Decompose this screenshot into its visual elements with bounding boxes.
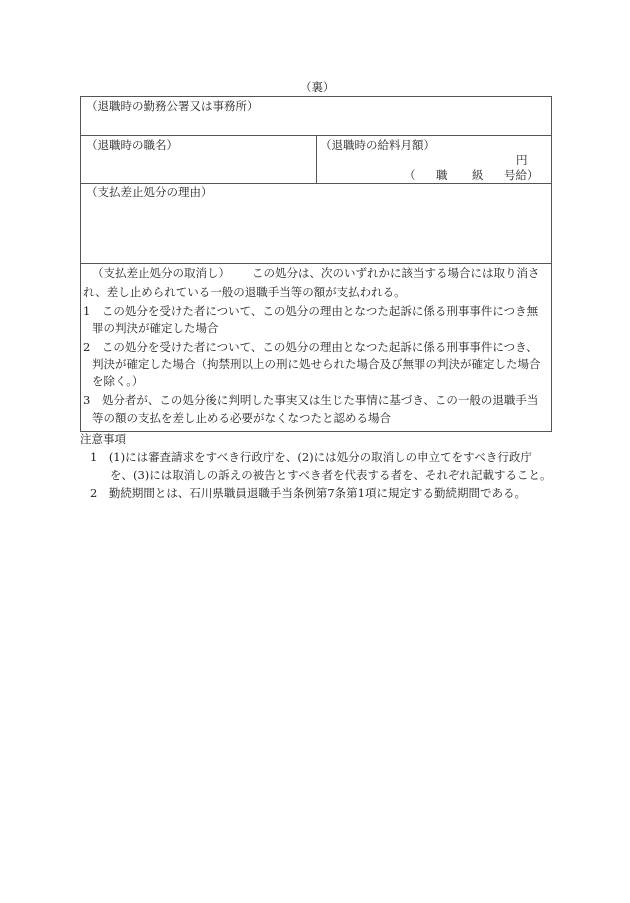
cancel-item-2-continued: を除く。）	[92, 374, 144, 388]
column-divider	[316, 135, 317, 183]
note-1-continued: を、(3)には取消しの訴えの被告とすべき者を代表する者を、それぞれ記載すること。	[110, 468, 552, 482]
note-1: 1 (1)には審査請求をすべき行政庁を、(2)には処分の取消しの申立てをすべき行政庁	[90, 450, 532, 464]
row-divider	[80, 263, 552, 264]
salary-unit: 円	[516, 153, 528, 167]
cancel-label: （支払差止処分の取消し）	[92, 266, 230, 280]
notes-heading: 注意事項	[80, 432, 126, 446]
cancel-item-3-continued: 等の額の支払を差し止める必要がなくなつたと認める場合	[92, 411, 391, 425]
page-side-label: （裏）	[300, 80, 335, 94]
salary-label: （退職時の給料月額）	[320, 138, 435, 152]
position-label: （退職時の職名）	[86, 138, 178, 152]
note-2: 2 勤続期間とは、石川県職員退職手当条例第7条第1項に規定する勤続期間である。	[90, 486, 526, 500]
cancel-item-2-continued: 判決が確定した場合（拘禁刑以上の刑に処せられた場合及び無罪の判決が確定した場合	[92, 357, 541, 371]
grade-gokyu: 号給）	[504, 168, 539, 182]
cancel-item-1: 1 この処分を受けた者について、この処分の理由となつた起訴に係る刑事事件につき無	[83, 304, 539, 318]
cancel-item-1-continued: 罪の判決が確定した場合	[92, 321, 219, 335]
grade-open-paren: （	[404, 168, 416, 182]
grade-kyu: 級	[472, 168, 484, 182]
office-label: （退職時の勤務公署又は事務所）	[86, 99, 259, 113]
cancel-item-3: 3 処分者が、この処分後に判明した事実又は生じた事情に基づき、この一般の退職手当	[83, 393, 539, 407]
cancel-intro-text: この処分は、次のいずれかに該当する場合には取り消さ	[252, 266, 540, 280]
reason-label: （支払差止処分の理由）	[86, 185, 213, 199]
grade-shoku: 職	[436, 168, 448, 182]
cancel-item-2: 2 この処分を受けた者について、この処分の理由となつた起訴に係る刑事事件につき、	[83, 340, 538, 354]
row-divider	[80, 183, 552, 184]
cancel-intro-continued: れ、差し止められている一般の退職手当等の額が支払われる。	[83, 285, 406, 299]
